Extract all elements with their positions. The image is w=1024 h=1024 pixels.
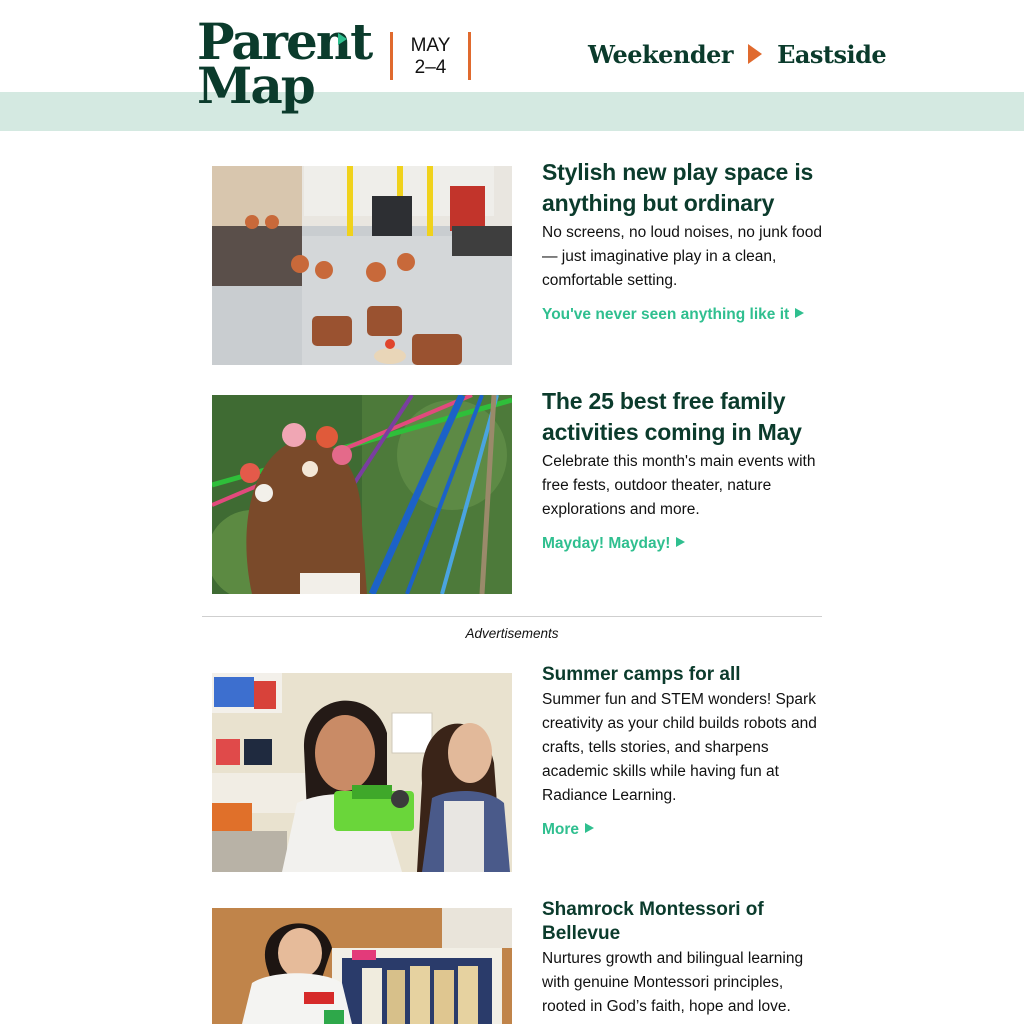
article-text <box>542 159 824 327</box>
newsletter-header <box>0 0 1024 131</box>
edition-region: Eastside <box>777 39 887 69</box>
article-play-space <box>212 159 823 366</box>
maypole-girl-photo[interactable] <box>212 395 512 594</box>
article-summary: No screens, no loud noises, no junk food — just imaginative play in a clean, comfortable setting. <box>542 224 823 289</box>
section-divider <box>202 616 822 617</box>
play-space-photo[interactable] <box>212 166 512 365</box>
play-arrow-icon <box>795 308 804 318</box>
edition-title <box>588 37 886 71</box>
ad-summary: Summer fun and STEM wonders! Spark creativity as your child builds robots and crafts, tells stories, and sharpens academic skills while having fun at Radiance Learning. <box>542 691 817 804</box>
ad-summer-camps <box>212 664 822 873</box>
read-more-label: You've never seen anything like it <box>542 306 790 323</box>
article-headline[interactable]: The 25 best free family activities coming in May <box>542 388 802 445</box>
play-space-image <box>212 166 512 365</box>
parentmap-logo[interactable] <box>197 12 372 124</box>
read-more-link[interactable] <box>542 532 685 556</box>
ad-text <box>542 664 824 842</box>
more-link[interactable] <box>542 818 594 842</box>
play-arrow-icon <box>585 823 594 833</box>
maypole-image <box>212 395 512 594</box>
play-arrow-icon <box>748 44 762 64</box>
article-free-activities <box>212 388 822 595</box>
header-band <box>0 92 1024 131</box>
article-headline[interactable]: Stylish new play space is anything but ordinary <box>542 159 814 216</box>
ad-headline[interactable]: Shamrock Montessori of Bellevue <box>542 899 764 944</box>
issue-days: 2–4 <box>414 57 447 78</box>
more-label: More <box>542 821 580 838</box>
article-text <box>542 388 824 556</box>
montessori-image <box>212 908 512 1024</box>
logo-play-icon <box>338 33 347 45</box>
montessori-child-photo[interactable] <box>212 908 512 1024</box>
read-more-link[interactable] <box>542 303 804 327</box>
article-summary: Celebrate this month's main events with free fests, outdoor theater, nature explorations and more. <box>542 453 816 518</box>
kids-robots-photo[interactable] <box>212 673 512 872</box>
advertisements-label: Advertisements <box>465 626 559 641</box>
ad-headline[interactable]: Summer camps for all <box>542 664 741 685</box>
logo-line-1: Parent <box>197 12 372 71</box>
edition-name: Weekender <box>588 39 734 69</box>
ad-shamrock-montessori <box>212 899 822 1024</box>
read-more-label: Mayday! Mayday! <box>542 535 671 552</box>
play-arrow-icon <box>676 537 685 547</box>
kids-robots-image <box>212 673 512 872</box>
logo-line-2: Map <box>197 56 314 115</box>
issue-date <box>390 32 471 80</box>
ad-summary: Nurtures growth and bilingual learning with genuine Montessori principles, rooted in God’s faith, hope and love. <box>542 950 804 1015</box>
ad-text <box>542 899 824 1019</box>
issue-month: MAY <box>410 35 451 56</box>
